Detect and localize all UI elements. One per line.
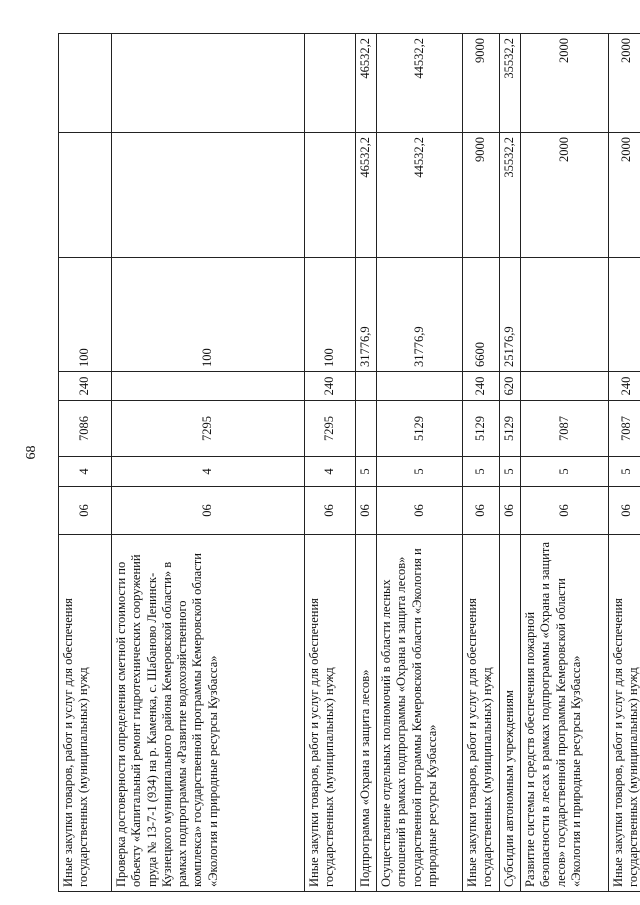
amount-2: 35532,2 [500, 133, 521, 258]
amount-3: 2000 [609, 34, 640, 133]
section-code: 06 [59, 487, 112, 535]
row-description: Подпрограмма «Охрана и защита лесов» [356, 535, 377, 892]
amount-2: 44532,2 [377, 133, 463, 258]
row-description: Осуществление отдельных полномочий в области лесных отношений в рамках подпрограммы «Охрана и защита лесов» государственной программы Кемеровской области «Экология и природные ресурсы Кузбасса» [377, 535, 463, 892]
amount-2 [305, 133, 356, 258]
amount-1 [609, 258, 640, 372]
expense-type-code: 240 [305, 372, 356, 401]
table-row [463, 34, 500, 892]
amount-1: 6600 [463, 258, 500, 372]
target-article-code: 7087 [609, 401, 640, 457]
target-article-code: 7087 [521, 401, 609, 457]
row-description: Проверка достоверности определения сметной стоимости по объекту «Капитальный ремонт гидротехнических сооружений пруда № 13-7-1 (934) на р. Каменка, с. Шабаново Ленинск-Кузнецкого муниципального района Кемеровской области» в рамках подпрограммы «Развитие водохозяйственного комплекса» государственной программы Кемеровской области «Экология и природные ресурсы Кузбасса» [112, 535, 305, 892]
table-row [500, 34, 521, 892]
amount-3 [305, 34, 356, 133]
table-row [521, 34, 609, 892]
subsection-code: 4 [59, 457, 112, 487]
amount-1: 100 [59, 258, 112, 372]
subsection-code: 4 [305, 457, 356, 487]
target-article-code: 5129 [377, 401, 463, 457]
amount-2: 9000 [463, 133, 500, 258]
section-code: 06 [305, 487, 356, 535]
amount-2: 2000 [609, 133, 640, 258]
amount-3: 9000 [463, 34, 500, 133]
target-article-code: 7086 [59, 401, 112, 457]
amount-1: 31776,9 [377, 258, 463, 372]
section-code: 06 [609, 487, 640, 535]
subsection-code: 5 [377, 457, 463, 487]
expense-type-code: 240 [59, 372, 112, 401]
expense-type-code [377, 372, 463, 401]
section-code: 06 [356, 487, 377, 535]
amount-3: 44532,2 [377, 34, 463, 133]
budget-table [58, 33, 640, 892]
table-row [609, 34, 640, 892]
row-description: Развитие системы и средств обеспечения пожарной безопасности в лесах в рамках подпрограммы «Охрана и защита лесов» государственной программы Кемеровской области «Экология и природные ресурсы Кузбасса» [521, 535, 609, 892]
section-code: 06 [377, 487, 463, 535]
section-code: 06 [500, 487, 521, 535]
amount-3: 35532,2 [500, 34, 521, 133]
subsection-code: 5 [521, 457, 609, 487]
expense-type-code: 240 [463, 372, 500, 401]
amount-1: 100 [112, 258, 305, 372]
subsection-code: 5 [356, 457, 377, 487]
amount-1 [521, 258, 609, 372]
expense-type-code: 620 [500, 372, 521, 401]
row-description: Иные закупки товаров, работ и услуг для обеспечения государственных (муниципальных) нужд [59, 535, 112, 892]
target-article-code: 5129 [500, 401, 521, 457]
target-article-code: 5129 [463, 401, 500, 457]
page-number: 68 [24, 445, 39, 460]
amount-1: 100 [305, 258, 356, 372]
table-row [356, 34, 377, 892]
subsection-code: 5 [500, 457, 521, 487]
table-row [112, 34, 305, 892]
subsection-code: 5 [463, 457, 500, 487]
row-description: Иные закупки товаров, работ и услуг для обеспечения государственных (муниципальных) нужд [609, 535, 640, 892]
table-row [305, 34, 356, 892]
target-article-code: 7295 [112, 401, 305, 457]
row-description: Иные закупки товаров, работ и услуг для обеспечения государственных (муниципальных) нужд [463, 535, 500, 892]
row-description: Субсидии автономным учреждениям [500, 535, 521, 892]
target-article-code: 7295 [305, 401, 356, 457]
table-row [377, 34, 463, 892]
amount-2 [112, 133, 305, 258]
expense-type-code [521, 372, 609, 401]
expense-type-code [356, 372, 377, 401]
amount-2 [59, 133, 112, 258]
section-code: 06 [112, 487, 305, 535]
amount-3: 46532,2 [356, 34, 377, 133]
section-code: 06 [463, 487, 500, 535]
section-code: 06 [521, 487, 609, 535]
table-row [59, 34, 112, 892]
amount-3 [112, 34, 305, 133]
amount-3 [59, 34, 112, 133]
amount-3: 2000 [521, 34, 609, 133]
amount-2: 46532,2 [356, 133, 377, 258]
subsection-code: 4 [112, 457, 305, 487]
amount-2: 2000 [521, 133, 609, 258]
subsection-code: 5 [609, 457, 640, 487]
expense-type-code [112, 372, 305, 401]
target-article-code [356, 401, 377, 457]
row-description: Иные закупки товаров, работ и услуг для обеспечения государственных (муниципальных) нужд [305, 535, 356, 892]
amount-1: 31776,9 [356, 258, 377, 372]
expense-type-code: 240 [609, 372, 640, 401]
amount-1: 25176,9 [500, 258, 521, 372]
